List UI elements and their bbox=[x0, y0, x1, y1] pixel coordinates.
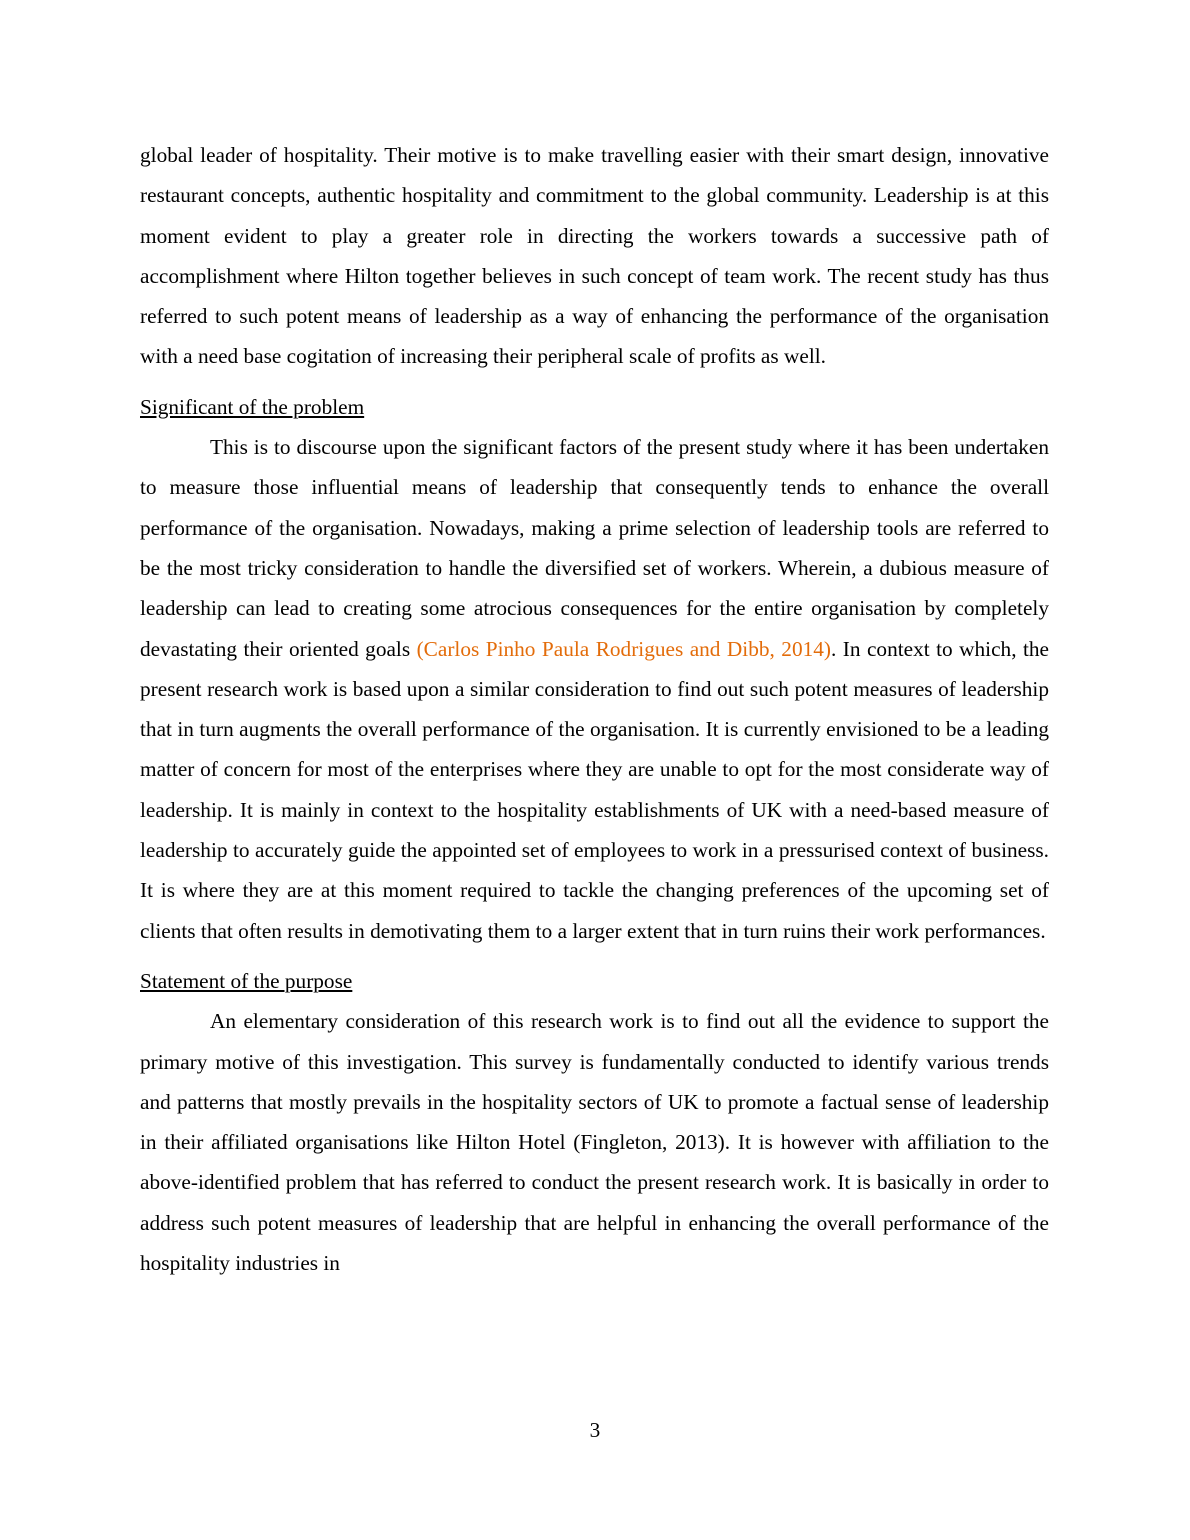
significance-paragraph bbox=[140, 427, 1049, 951]
citation-carlos-pinho: (Carlos Pinho Paula Rodrigues and Dibb, 2014) bbox=[416, 636, 831, 661]
intro-paragraph: global leader of hospitality. Their motive is to make travelling easier with their smart design, innovative restaurant concepts, authentic hospitality and commitment to the global community. Leadership is at this moment evident to play a greater role in directing the workers towards a successive path of accomplishment where Hilton together believes in such concept of team work. The recent study has thus referred to such potent means of leadership as a way of enhancing the performance of the organisation with a need base cogitation of increasing their peripheral scale of profits as well. bbox=[140, 143, 1049, 369]
significance-text-part2: . In context to which, the present research work is based upon a similar consideration to find out such potent measures of leadership that in turn augments the overall performance of the organisation. It is currently envisioned to be a leading matter of concern for most of the enterprises where they are unable to opt for the most considerate way of leadership. It is mainly in context to the hospitality establishments of UK with a need-based measure of leadership to accurately guide the appointed set of employees to work in a pressurised context of business. It is where they are at this moment required to tackle the changing preferences of the upcoming set of clients that often results in demotivating them to a larger extent that in turn ruins their work performances. bbox=[140, 636, 1049, 943]
section-heading-purpose: Statement of the purpose bbox=[140, 968, 353, 993]
document-body bbox=[140, 135, 1049, 1283]
significance-text-part1: This is to discourse upon the significant factors of the present study where it has been undertaken to measure those influential means of leadership that consequently tends to enhance the overall performance of the organisation. Nowadays, making a prime selection of leadership tools are referred to be the most tricky consideration to handle the diversified set of workers. Wherein, a dubious measure of leadership can lead to creating some atrocious consequences for the entire organisation by completely devastating their oriented goals bbox=[140, 435, 1049, 661]
section-heading-significance: Significant of the problem bbox=[140, 394, 365, 419]
purpose-paragraph: An elementary consideration of this research work is to find out all the evidence to support the primary motive of this investigation. This survey is fundamentally conducted to identify various trends and patterns that mostly prevails in the hospitality sectors of UK to promote a factual sense of leadership in their affiliated organisations like Hilton Hotel (Fingleton, 2013). It is however with affiliation to the above-identified problem that has referred to conduct the present research work. It is basically in order to address such potent measures of leadership that are helpful in enhancing the overall performance of the hospitality industries in bbox=[140, 1009, 1049, 1276]
page-number: 3 bbox=[589, 1418, 601, 1442]
